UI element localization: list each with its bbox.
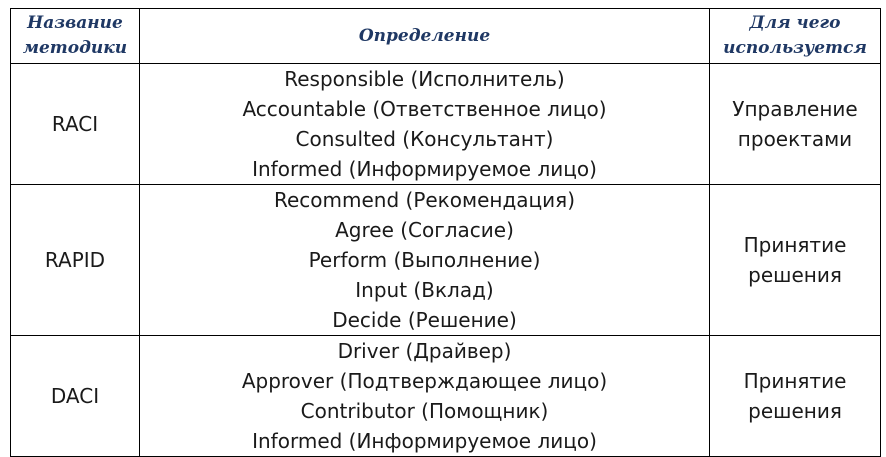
definition-term: Perform (Выполнение) — [308, 248, 541, 272]
method-name-cell — [11, 336, 140, 457]
purpose-text-line: проектами — [737, 127, 853, 151]
method-name-cell — [11, 64, 140, 185]
header-definition-label: Определение — [358, 25, 491, 46]
definition-term: Consulted (Консультант) — [295, 127, 554, 151]
header-method-name-line1: Название — [27, 13, 123, 33]
definition-term: Recommend (Рекомендация) — [273, 188, 575, 212]
definition-cell — [140, 64, 710, 185]
purpose-cell — [710, 64, 881, 185]
table-row-rapid — [11, 185, 881, 336]
definition-term: Responsible (Исполнитель) — [284, 67, 565, 91]
method-name: DACI — [50, 384, 100, 408]
method-name: RACI — [51, 112, 99, 136]
purpose-text-line: Принятие — [743, 233, 847, 257]
definition-term: Input (Вклад) — [355, 278, 494, 302]
header-method-name — [11, 9, 140, 64]
purpose-cell — [710, 336, 881, 457]
definition-cell — [140, 336, 710, 457]
table-row-raci — [11, 64, 881, 185]
method-name: RAPID — [44, 248, 106, 272]
methods-table — [10, 8, 881, 457]
definition-term: Approver (Подтверждающее лицо) — [241, 369, 608, 393]
method-name-cell — [11, 185, 140, 336]
header-row — [11, 9, 881, 64]
purpose-cell — [710, 185, 881, 336]
definition-term: Agree (Согласие) — [335, 218, 514, 242]
purpose-text-line: Принятие — [743, 369, 847, 393]
purpose-text-line: решения — [748, 263, 842, 287]
purpose-text-line: решения — [748, 399, 842, 423]
definition-term: Informed (Информируемое лицо) — [252, 157, 597, 181]
header-definition — [140, 9, 710, 64]
header-purpose — [710, 9, 881, 64]
definition-term: Driver (Драйвер) — [337, 339, 512, 363]
header-purpose-line2: используется — [723, 38, 867, 58]
header-purpose-line1: Для чего — [749, 13, 841, 33]
definition-term: Contributor (Помощник) — [300, 399, 549, 423]
table-row-daci — [11, 336, 881, 457]
definition-term: Decide (Решение) — [332, 308, 517, 332]
header-method-name-line2: методики — [22, 38, 128, 58]
definition-term: Informed (Информируемое лицо) — [252, 429, 597, 453]
definition-cell — [140, 185, 710, 336]
purpose-text-line: Управление — [732, 97, 858, 121]
definition-term: Accountable (Ответственное лицо) — [242, 97, 607, 121]
